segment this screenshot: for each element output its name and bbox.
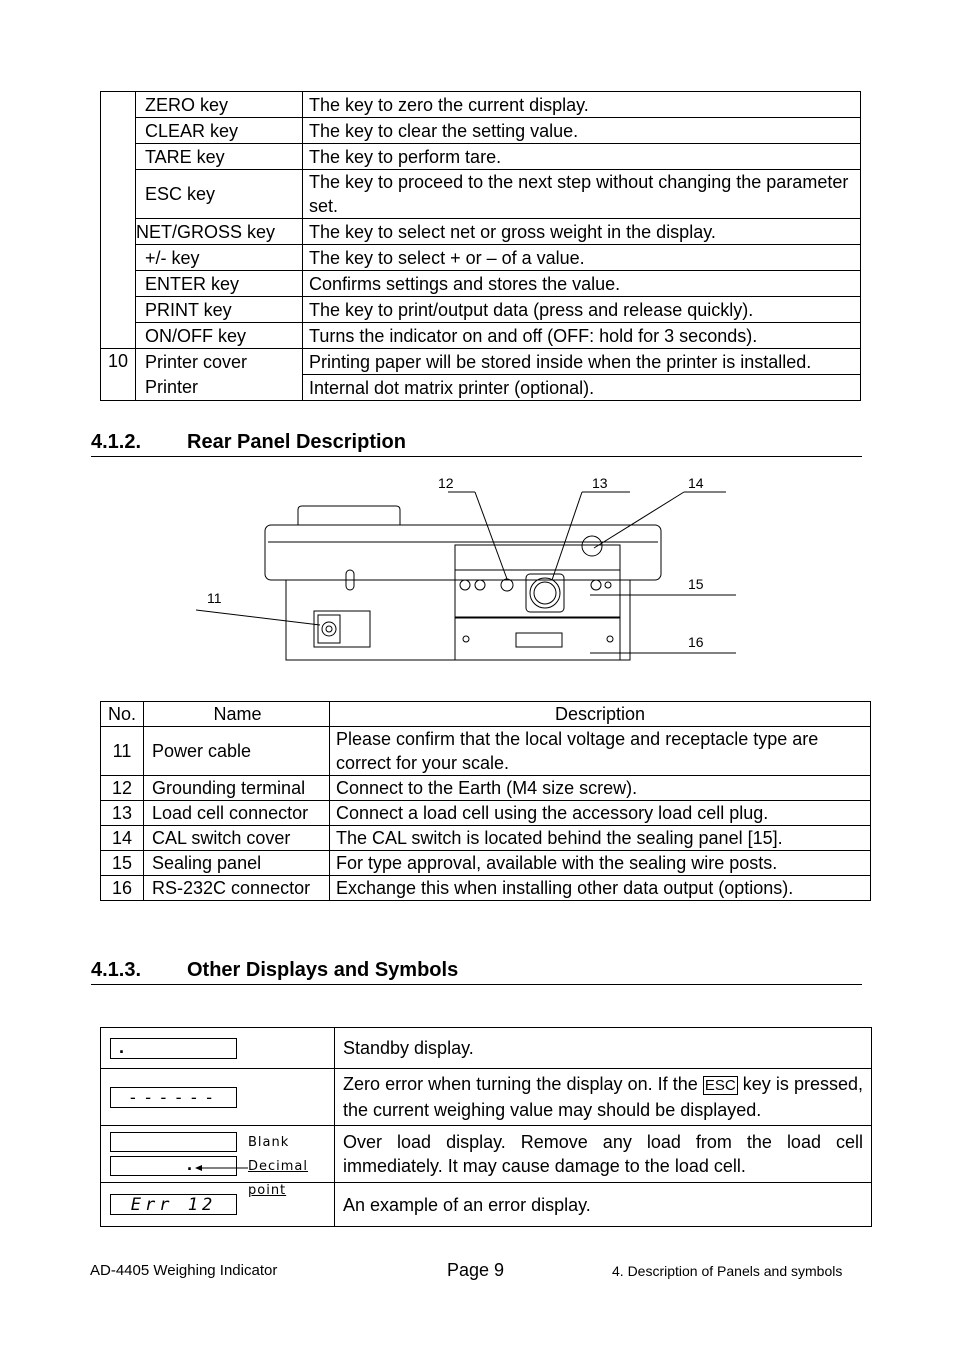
label-blank: Blank [248,1135,290,1150]
key-description: The key to select net or gross weight in the display. [303,219,861,245]
table-row [101,271,861,297]
table-row [101,776,871,801]
footer-left: AD-4405 Weighing Indicator [90,1262,278,1279]
key-description: Confirms settings and stores the value. [303,271,861,297]
key-description: Internal dot matrix printer (optional). [303,375,861,401]
key-description: Printing paper will be stored inside when the printer is installed. [303,349,861,375]
lcd-display [110,1087,237,1108]
header-no: No. [101,702,144,727]
table-row [101,727,871,776]
lcd-display [110,1038,237,1059]
key-description: The key to print/output data (press and release quickly). [303,297,861,323]
esc-key-label: ESC [704,1077,736,1094]
row-number [101,92,136,349]
part-description: For type approval, available with the sealing wire posts. [330,851,871,876]
symbol-cell [101,1126,335,1198]
table-row [101,245,861,271]
body-lower [286,580,630,660]
part-name: Power cable [144,727,330,776]
key-name: CLEAR key [136,118,303,144]
part-description: Exchange this when installing other data output (options). [330,876,871,901]
table-row [101,826,871,851]
table-row [101,219,861,245]
row-number: 10 [101,349,136,401]
part-name: Grounding terminal [144,776,330,801]
lcd-text: ------ [127,1088,220,1108]
label-decimal-point: Decimal point [248,1159,309,1198]
symbol-row-error [101,1183,872,1227]
key-name: +/- key [136,245,303,271]
table-row [101,144,861,170]
section-title: Other Displays and Symbols [187,959,459,981]
rear-plate [455,545,620,660]
arrow-left-icon [195,1164,249,1172]
table-row [101,349,861,375]
callout-11: 11 [207,590,222,606]
grounding-terminal [501,579,513,591]
callout-16: 16 [688,634,704,650]
section-number: 4.1.3. [91,959,142,981]
header-description: Description [330,702,871,727]
part-name: Load cell connector [144,801,330,826]
key-name: Printer [136,375,303,401]
keys-table [100,91,861,401]
key-description: The key to clear the setting value. [303,118,861,144]
key-name: ENTER key [136,271,303,297]
lcd-display-blank [110,1132,237,1152]
rear-panel-diagram [190,470,750,670]
table-row [101,801,871,826]
callout-13: 13 [592,475,608,491]
section-heading-other-displays [91,959,862,985]
symbol-cell [101,1069,335,1126]
table-row [101,92,861,118]
part-name: Sealing panel [144,851,330,876]
key-description: Turns the indicator on and off (OFF: hold for 3 seconds). [303,323,861,349]
footer-page-number: Page 9 [447,1260,505,1280]
table-row [101,118,861,144]
key-name: TARE key [136,144,303,170]
symbols-table [100,1027,872,1227]
part-description: Connect a load cell using the accessory load cell plug. [330,801,871,826]
table-row [101,876,871,901]
callout-14: 14 [688,475,704,491]
row-number: 13 [101,801,144,826]
symbol-description [335,1069,872,1126]
rear-panel-table [100,701,871,901]
table-row [101,323,861,349]
table-row [101,170,861,219]
part-name: RS-232C connector [144,876,330,901]
table-row [101,375,861,401]
header-name: Name [144,702,330,727]
keys-table-body [101,92,861,401]
symbol-cell [101,1183,335,1227]
part-description: The CAL switch is located behind the sealing panel [15]. [330,826,871,851]
handle-outline [298,506,400,525]
decimal-point: . [187,1154,193,1174]
key-name: ZERO key [136,92,303,118]
symbol-cell [101,1028,335,1069]
row-number: 11 [101,727,144,776]
part-description: Connect to the Earth (M4 size screw). [330,776,871,801]
symbol-row-overload [101,1126,872,1183]
key-name: NET/GROSS key [136,219,303,245]
decimal-point: . [119,1037,125,1057]
rear-table-body [101,727,871,901]
key-description: The key to perform tare. [303,144,861,170]
section-number: 4.1.2. [91,431,142,453]
row-number: 14 [101,826,144,851]
table-row [101,297,861,323]
symbol-description: Over load display. Remove any load from the load cell immediately. It may cause damage to the load cell. [335,1126,872,1183]
key-name: Printer cover [136,349,303,375]
lcd-text: Err 12 [130,1195,217,1215]
key-description: The key to select + or – of a value. [303,245,861,271]
symbol-description: Standby display. [335,1028,872,1069]
key-description: The key to proceed to the next step without changing the parameter set. [303,170,861,219]
key-name: PRINT key [136,297,303,323]
callout-15: 15 [688,576,704,592]
key-name: ON/OFF key [136,323,303,349]
symbol-row-zero-error [101,1069,872,1126]
row-number: 15 [101,851,144,876]
lcd-display [110,1194,237,1215]
row-number: 12 [101,776,144,801]
symbol-description: An example of an error display. [335,1183,872,1227]
table-row [101,851,871,876]
callout-12: 12 [438,475,454,491]
key-name: ESC key [136,170,303,219]
key-description: The key to zero the current display. [303,92,861,118]
footer-right: 4. Description of Panels and symbols [612,1263,843,1279]
symbol-row-standby [101,1028,872,1069]
table-header-row [101,702,871,727]
part-description: Please confirm that the local voltage and receptacle type are correct for your scale. [330,727,871,776]
cal-switch-cover [582,536,602,556]
row-number: 16 [101,876,144,901]
section-title: Rear Panel Description [187,431,406,453]
part-name: CAL switch cover [144,826,330,851]
desc-part: key is pressed, the current weighing value may should be displayed. [343,1074,863,1120]
section-heading-rear-panel [91,431,862,457]
rs232c-connector [516,633,562,647]
body-top [265,525,661,580]
desc-part: Zero error when turning the display on. If the [343,1074,703,1094]
